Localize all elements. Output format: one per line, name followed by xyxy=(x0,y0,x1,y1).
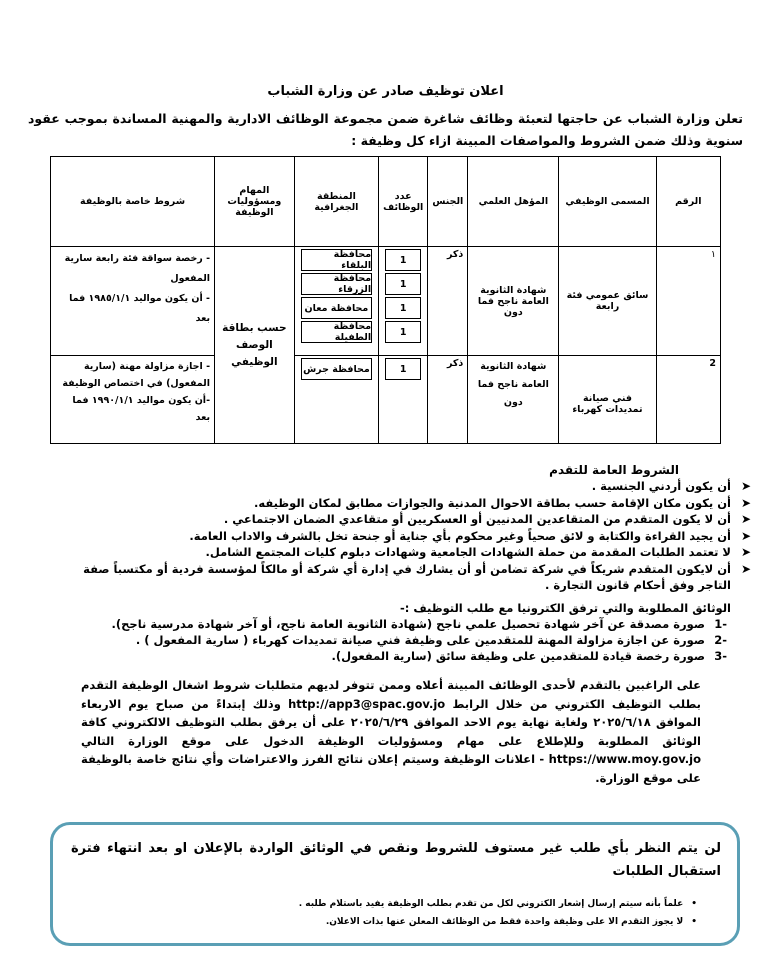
notice-notes xyxy=(137,895,697,931)
count-tafila: 1 xyxy=(385,321,421,343)
list-item: • لا يجوز التقدم الا على وظيفة واحدة فقط من الوظائف المعلن عنها بذات الاعلان. xyxy=(137,913,697,931)
header-count: عدد الوظائف xyxy=(379,157,428,247)
important-notice-box xyxy=(50,822,740,946)
header-region: المنطقة الجغرافية xyxy=(294,157,378,247)
table-row xyxy=(51,247,721,356)
list-item: ➤ أن لايكون المتقدم شريكاً في شركة تضامن أو أن يشارك في إدارة أي شركة أو مالكاً لمؤسسة فردية أو مكتسباً صفة التاجر وفق أحكام قانون التجارة . xyxy=(83,561,751,592)
announcement-intro: تعلن وزارة الشباب عن حاجتها لتعبئة وظائف شاغرة ضمن مجموعة الوظائف الادارية والمهنية المساندة بموجب عقود سنوية وذلك ضمن الشروط والمواصفات المبينة ازاء كل وظيفة : xyxy=(28,111,743,148)
row1-title: سائق عمومي فئة رابعة xyxy=(559,247,656,356)
region-maan: محافظة معان xyxy=(301,297,372,319)
row2-special-license: - اجازة مزاولة مهنة (سارية المفعول) في اختصاص الوظيفة xyxy=(62,361,211,389)
row2-special xyxy=(51,356,215,444)
row2-region-cell xyxy=(294,356,378,444)
list-item: ➤ أن لا يكون المتقدم من المتقاعدين المدنيين أو العسكريين أو متقاعدي الضمان الاجتماعي . xyxy=(223,512,751,526)
row1-qualification: شهادة الثانوية العامة ناجح فما دون xyxy=(468,247,559,356)
row1-special-birth: - أن يكون مواليد ١٩٨٥/١/١ فما بعد xyxy=(69,293,211,324)
ministry-website-link[interactable]: https://www.moy.gov.jo xyxy=(548,752,701,767)
count-balqa: 1 xyxy=(385,249,421,271)
row2-title: فني صيانة تمديدات كهرباء xyxy=(559,356,656,444)
application-instructions: على الراغبين بالتقدم لأحدى الوظائف المبينة أعلاه وممن تتوفر لديهم متطلبات شروط اشغال الوظيفة التقدم بطلب التوظيف الكتروني من خلال الرابط http://app3@spac.gov.jo وذلك إبتداءً من صباح يوم الاربعاء الموافق ٢٠٢٥/٦/١٨ ولغاية نهاية يوم الاحد الموافق ٢٠٢٥/٦/٢٩ على أن يرفق بطلب التوظيف الالكتروني كافة الوثائق المطلوبة وللإطلاع على مهام ومسؤوليات الوظيفة الدخول على موقع الوزارة التالي https://www.moy.gov.jo - اعلانات الوظيفة وسيتم إعلان نتائج الفرز والاعتراضات وأي نتائج خاصة بالوظيفة على موقع الوزارة. xyxy=(81,678,701,785)
row1-gender: ذكر xyxy=(428,247,468,356)
row2-num: 2 xyxy=(656,356,720,444)
announcement-title: اعلان توظيف صادر عن وزارة الشباب xyxy=(267,84,504,99)
jobs-table xyxy=(50,156,721,444)
list-item: ➤ أن يكون أردني الجنسية . xyxy=(591,479,751,493)
arrow-bullet-icon: ➤ xyxy=(740,512,751,526)
region-jerash: محافظة جرش xyxy=(301,358,372,380)
general-conditions-list xyxy=(53,478,753,594)
region-tafila: محافظة الطفيلة xyxy=(301,321,372,343)
arrow-bullet-icon: ➤ xyxy=(740,528,751,543)
notice-main-text: لن يتم النظر بأي طلب غير مستوف للشروط ونقص في الوثائق الواردة بالإعلان او بعد انتهاء فترة استقبال الطلبات xyxy=(71,841,721,879)
list-item: ➤ أن يكون مكان الإقامة حسب بطاقة الاحوال المدنية والجوازات مطابق لمكان الوظيفه. xyxy=(253,495,751,510)
arrow-bullet-icon: ➤ xyxy=(740,479,751,493)
header-num: الرقم xyxy=(656,157,720,247)
row1-special xyxy=(51,247,215,356)
table-row xyxy=(51,356,721,444)
application-link[interactable]: http://app3@spac.gov.jo xyxy=(288,696,446,711)
list-item: -2صورة عن اجازة مزاولة المهنة للمتقدمين على وظيفة فني صيانة تمديدات كهرباء ( سارية المفعول ) . xyxy=(135,633,727,647)
list-item: -1صورة مصدقة عن آخر شهادة تحصيل علمي ناجح (شهادة الثانوية العامة ناجح، أو آخر شهادة مدرسية ناجح). xyxy=(111,617,727,631)
row1-special-license: - رخصة سواقة فئة رابعة سارية المفعول xyxy=(64,253,211,284)
header-qualification: المؤهل العلمي xyxy=(468,157,559,247)
header-special: شروط خاصة بالوظيفة xyxy=(51,157,215,247)
table-header-row xyxy=(51,157,721,247)
region-balqa: محافظة البلقاء xyxy=(301,249,372,271)
row2-special-birth: -أن يكون مواليد ١٩٩٠/١/١ فما بعد xyxy=(72,395,211,423)
row2-qualification: شهادة الثانوية العامة ناجح فما دون xyxy=(468,356,559,444)
duties-cell: حسب بطاقة الوصف الوظيفي xyxy=(215,247,295,444)
list-item: ➤ لا تعتمد الطلبات المقدمة من حملة الشهادات الجامعية وشهادات دبلوم كليات المجتمع الشامل. xyxy=(205,545,751,559)
row2-gender: ذكر xyxy=(428,356,468,444)
count-maan: 1 xyxy=(385,297,421,319)
arrow-bullet-icon: ➤ xyxy=(740,561,751,576)
list-item: -3صورة رخصة قيادة للمتقدمين على وظيفة سائق (سارية المفعول). xyxy=(331,649,727,663)
list-item: ➤ أن يجيد القراءة والكتابة و لائق صحياً وغير محكوم بأي جناية أو جنحة تخل بالشرف والاداب العامة. xyxy=(189,528,751,543)
region-zarqa: محافظة الزرقاء xyxy=(301,273,372,295)
arrow-bullet-icon: ➤ xyxy=(740,545,751,559)
header-gender: الجنس xyxy=(428,157,468,247)
count-jerash: 1 xyxy=(385,358,421,380)
header-title: المسمى الوظيفي xyxy=(559,157,656,247)
row2-count-cell xyxy=(379,356,428,444)
row1-num: ١ xyxy=(656,247,720,356)
general-conditions-title: الشروط العامة للتقدم xyxy=(549,463,679,477)
row1-counts xyxy=(379,247,428,356)
count-zarqa: 1 xyxy=(385,273,421,295)
arrow-bullet-icon: ➤ xyxy=(740,495,751,510)
required-documents-title: الوثائق المطلوبة والتي ترفق الكترونيا مع طلب التوظيف :- xyxy=(399,601,731,615)
row1-regions xyxy=(294,247,378,356)
header-duties: المهام ومسؤوليات الوظيفة xyxy=(215,157,295,247)
required-documents-list xyxy=(87,616,727,664)
list-item: • علماً بأنه سيتم إرسال إشعار الكتروني لكل من تقدم بطلب الوظيفة يفيد باستلام طلبه . xyxy=(137,895,697,913)
